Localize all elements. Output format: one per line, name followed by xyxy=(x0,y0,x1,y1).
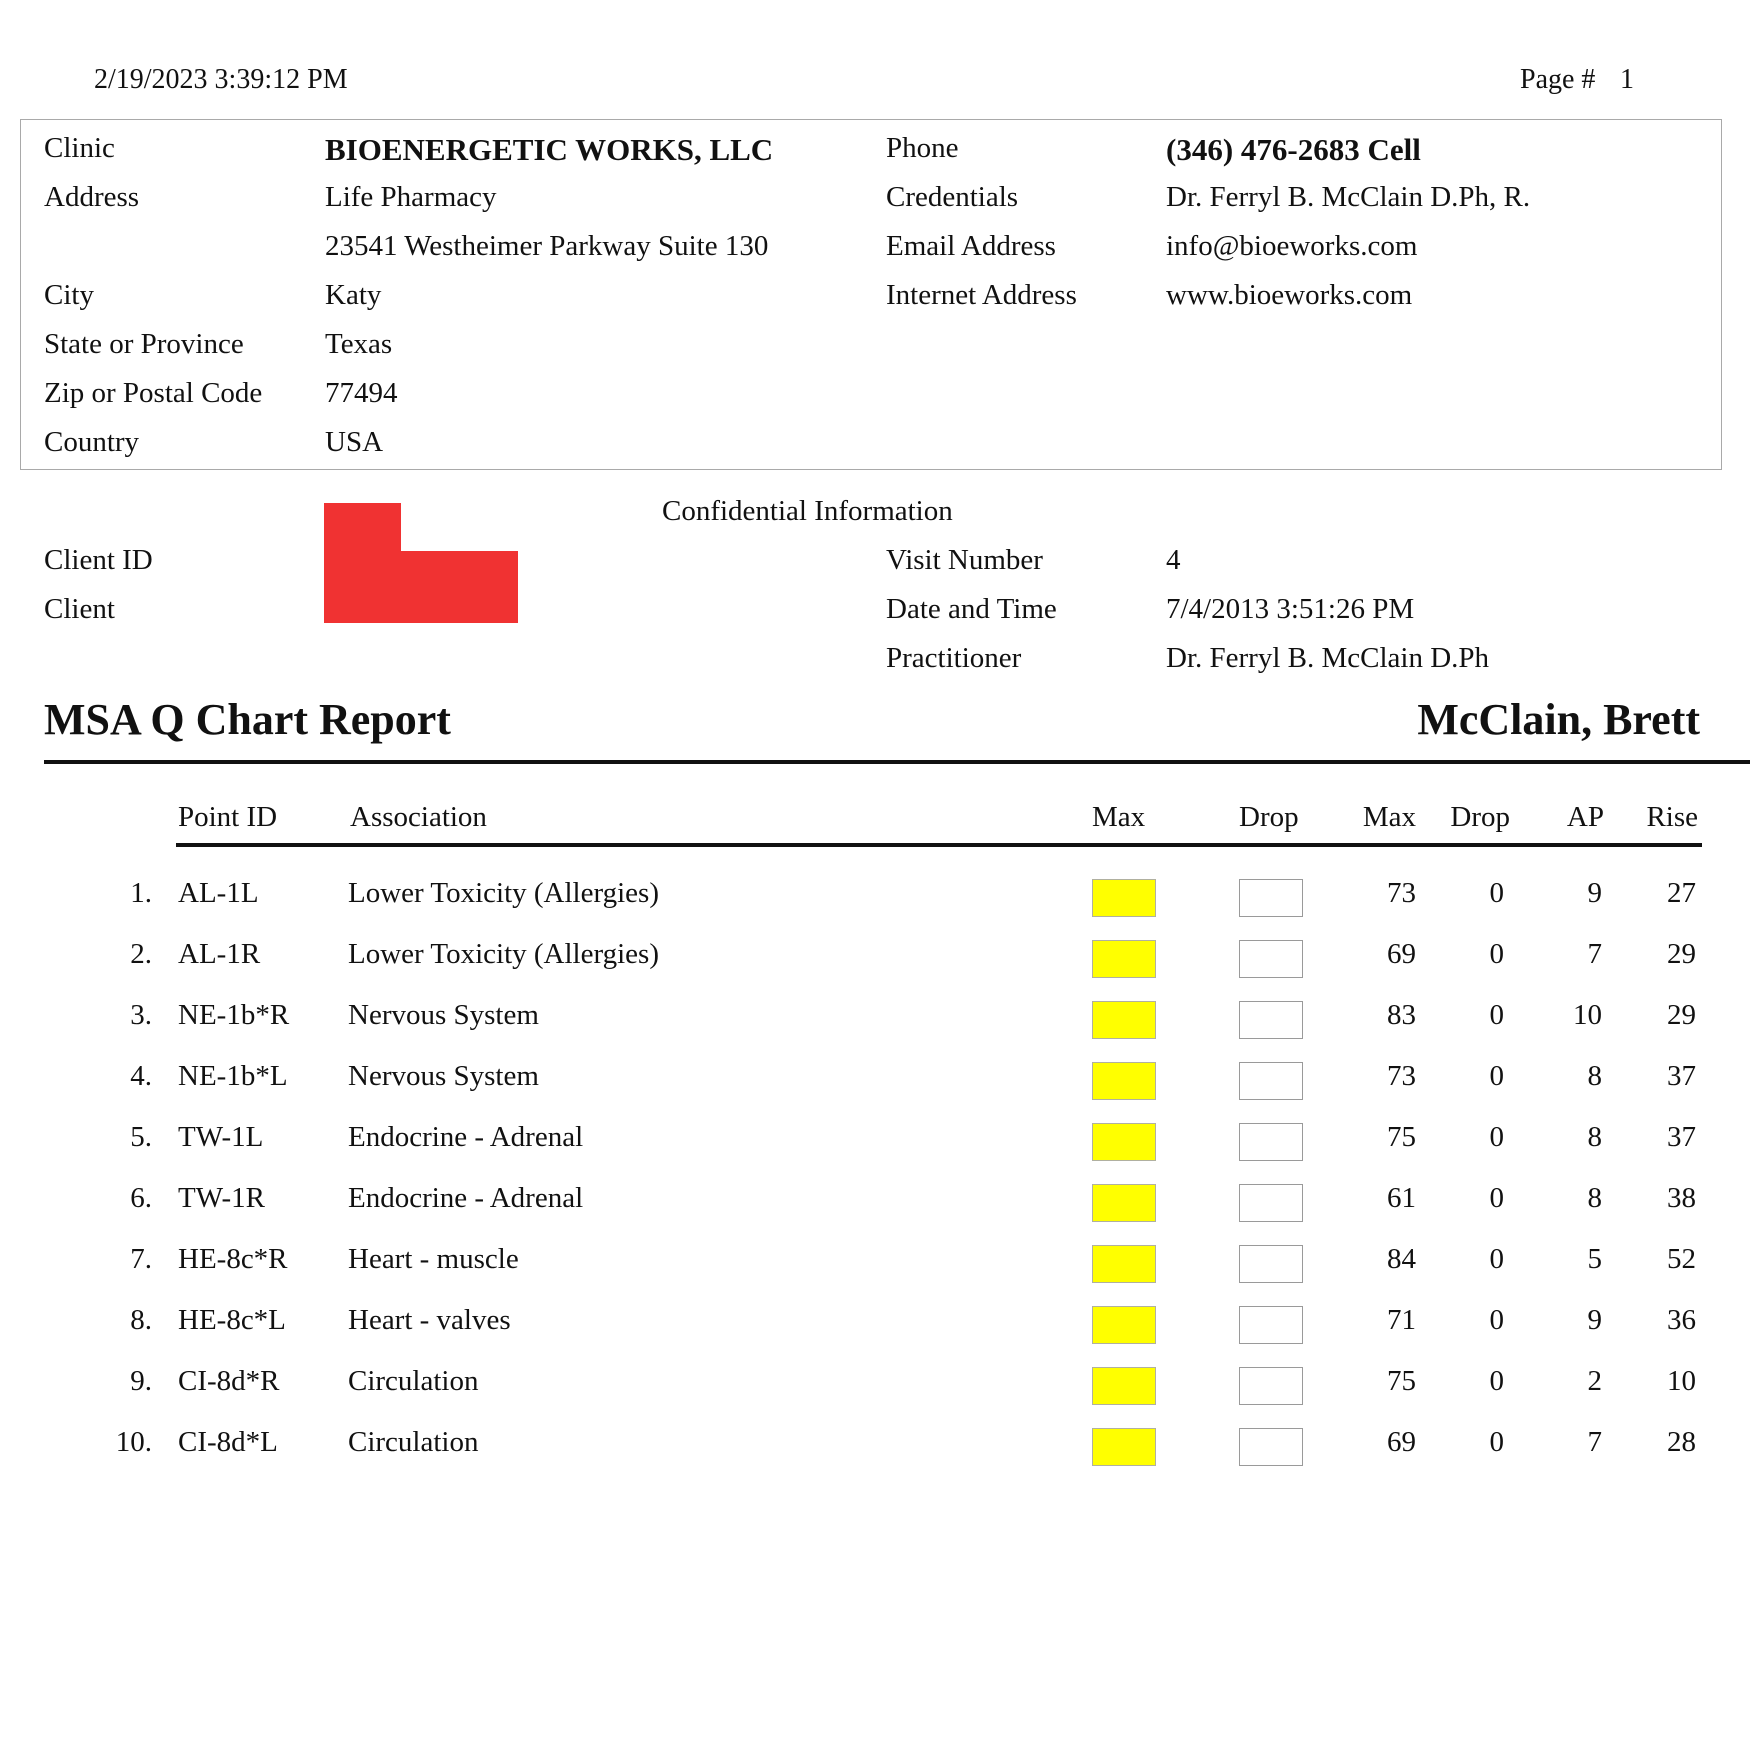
city-value: Katy xyxy=(325,279,382,311)
row-number: 3. xyxy=(130,999,152,1031)
country-label: Country xyxy=(44,426,140,458)
max-indicator-box xyxy=(1092,1245,1156,1283)
email-value: info@bioeworks.com xyxy=(1166,230,1418,262)
phone-label: Phone xyxy=(886,132,959,164)
drop-indicator-box xyxy=(1239,1001,1303,1039)
header-max-box: Max xyxy=(1092,801,1146,833)
max-indicator-box xyxy=(1092,1123,1156,1161)
row-number: 6. xyxy=(130,1182,152,1214)
point-id: CI-8d*L xyxy=(178,1426,278,1458)
association: Lower Toxicity (Allergies) xyxy=(348,938,659,970)
state-value: Texas xyxy=(325,328,393,360)
rise-value: 28 xyxy=(1667,1426,1696,1458)
header-ap: AP xyxy=(1566,801,1604,833)
rise-value: 27 xyxy=(1667,877,1696,909)
association: Nervous System xyxy=(348,1060,539,1092)
header-drop: Drop xyxy=(1450,801,1510,833)
header-rise: Rise xyxy=(1646,801,1698,833)
drop-indicator-box xyxy=(1239,1306,1303,1344)
association: Lower Toxicity (Allergies) xyxy=(348,877,659,909)
drop-value: 0 xyxy=(1489,938,1504,970)
credentials-label: Credentials xyxy=(886,181,1019,213)
max-indicator-box xyxy=(1092,1184,1156,1222)
max-value: 84 xyxy=(1387,1243,1416,1275)
ap-value: 7 xyxy=(1587,1426,1602,1458)
point-id: HE-8c*R xyxy=(178,1243,288,1275)
max-value: 71 xyxy=(1387,1304,1416,1336)
practitioner-value: Dr. Ferryl B. McClain D.Ph xyxy=(1166,642,1490,674)
association: Heart - valves xyxy=(348,1304,511,1336)
credentials-value: Dr. Ferryl B. McClain D.Ph, R. xyxy=(1166,181,1531,213)
rise-value: 52 xyxy=(1667,1243,1696,1275)
header-divider xyxy=(176,843,1702,847)
rise-value: 36 xyxy=(1667,1304,1696,1336)
row-number: 4. xyxy=(130,1060,152,1092)
point-id: CI-8d*R xyxy=(178,1365,280,1397)
max-indicator-box xyxy=(1092,1062,1156,1100)
redaction-block xyxy=(324,551,518,623)
table-row xyxy=(0,877,1760,938)
max-indicator-box xyxy=(1092,1428,1156,1466)
ap-value: 5 xyxy=(1587,1243,1602,1275)
point-id: NE-1b*R xyxy=(178,999,290,1031)
drop-indicator-box xyxy=(1239,1245,1303,1283)
address-line2: 23541 Westheimer Parkway Suite 130 xyxy=(325,230,769,262)
rise-value: 29 xyxy=(1667,938,1696,970)
rise-value: 29 xyxy=(1667,999,1696,1031)
report-title: MSA Q Chart Report xyxy=(44,695,451,744)
max-indicator-box xyxy=(1092,1367,1156,1405)
max-value: 69 xyxy=(1387,1426,1416,1458)
city-label: City xyxy=(44,279,94,311)
internet-value: www.bioeworks.com xyxy=(1166,279,1413,311)
row-number: 1. xyxy=(130,877,152,909)
max-indicator-box xyxy=(1092,940,1156,978)
max-indicator-box xyxy=(1092,1306,1156,1344)
table-row xyxy=(0,1365,1760,1426)
point-id: HE-8c*L xyxy=(178,1304,286,1336)
ap-value: 8 xyxy=(1587,1060,1602,1092)
drop-value: 0 xyxy=(1489,1121,1504,1153)
zip-label: Zip or Postal Code xyxy=(44,377,263,409)
table-row xyxy=(0,1243,1760,1304)
zip-value: 77494 xyxy=(325,377,398,409)
country-value: USA xyxy=(325,426,384,458)
table-row xyxy=(0,999,1760,1060)
drop-value: 0 xyxy=(1489,1304,1504,1336)
point-id: TW-1R xyxy=(178,1182,265,1214)
client-label: Client xyxy=(44,593,115,625)
drop-indicator-box xyxy=(1239,879,1303,917)
max-value: 73 xyxy=(1387,877,1416,909)
row-number: 5. xyxy=(130,1121,152,1153)
max-value: 69 xyxy=(1387,938,1416,970)
title-divider xyxy=(44,760,1750,764)
point-id: TW-1L xyxy=(178,1121,264,1153)
table-row xyxy=(0,1060,1760,1121)
drop-value: 0 xyxy=(1489,1243,1504,1275)
association: Endocrine - Adrenal xyxy=(348,1121,584,1153)
rise-value: 10 xyxy=(1667,1365,1696,1397)
phone-value: (346) 476-2683 Cell xyxy=(1166,132,1421,167)
drop-indicator-box xyxy=(1239,1123,1303,1161)
max-value: 83 xyxy=(1387,999,1416,1031)
association: Heart - muscle xyxy=(348,1243,519,1275)
association: Endocrine - Adrenal xyxy=(348,1182,584,1214)
date-time-value: 7/4/2013 3:51:26 PM xyxy=(1166,593,1415,625)
page-label: Page # xyxy=(1520,64,1596,95)
association: Nervous System xyxy=(348,999,539,1031)
clinic-name: BIOENERGETIC WORKS, LLC xyxy=(325,132,774,167)
drop-indicator-box xyxy=(1239,1428,1303,1466)
address-line1: Life Pharmacy xyxy=(325,181,497,213)
ap-value: 8 xyxy=(1587,1182,1602,1214)
clinic-label: Clinic xyxy=(44,132,115,164)
visit-number-value: 4 xyxy=(1166,544,1181,576)
address-label: Address xyxy=(44,181,140,213)
point-id: AL-1L xyxy=(178,877,259,909)
client-id-label: Client ID xyxy=(44,544,153,576)
ap-value: 7 xyxy=(1587,938,1602,970)
clinic-info-box xyxy=(20,119,1722,470)
ap-value: 9 xyxy=(1587,1304,1602,1336)
drop-indicator-box xyxy=(1239,940,1303,978)
max-value: 75 xyxy=(1387,1365,1416,1397)
drop-indicator-box xyxy=(1239,1062,1303,1100)
practitioner-label: Practitioner xyxy=(886,642,1022,674)
drop-indicator-box xyxy=(1239,1184,1303,1222)
header-drop-box: Drop xyxy=(1239,801,1299,833)
ap-value: 2 xyxy=(1587,1365,1602,1397)
ap-value: 8 xyxy=(1587,1121,1602,1153)
email-label: Email Address xyxy=(886,230,1056,262)
table-row xyxy=(0,1182,1760,1243)
drop-value: 0 xyxy=(1489,1365,1504,1397)
rise-value: 38 xyxy=(1667,1182,1696,1214)
header-max: Max xyxy=(1362,801,1416,833)
drop-value: 0 xyxy=(1489,1060,1504,1092)
ap-value: 9 xyxy=(1587,877,1602,909)
state-label: State or Province xyxy=(44,328,244,360)
rise-value: 37 xyxy=(1667,1060,1696,1092)
confidential-heading: Confidential Information xyxy=(662,495,953,527)
row-number: 8. xyxy=(130,1304,152,1336)
table-row xyxy=(0,938,1760,999)
max-indicator-box xyxy=(1092,1001,1156,1039)
page-number: 1 xyxy=(1620,64,1634,95)
row-number: 9. xyxy=(130,1365,152,1397)
table-row xyxy=(0,1304,1760,1365)
header-point-id: Point ID xyxy=(178,801,278,833)
row-number: 10. xyxy=(115,1426,152,1458)
drop-value: 0 xyxy=(1489,1426,1504,1458)
max-value: 73 xyxy=(1387,1060,1416,1092)
table-row xyxy=(0,1426,1760,1487)
table-row xyxy=(0,1121,1760,1182)
association: Circulation xyxy=(348,1365,479,1397)
drop-value: 0 xyxy=(1489,999,1504,1031)
date-time-label: Date and Time xyxy=(886,593,1057,625)
association: Circulation xyxy=(348,1426,479,1458)
row-number: 7. xyxy=(130,1243,152,1275)
internet-label: Internet Address xyxy=(886,279,1077,311)
rise-value: 37 xyxy=(1667,1121,1696,1153)
client-name: McClain, Brett xyxy=(1417,695,1700,744)
drop-indicator-box xyxy=(1239,1367,1303,1405)
point-id: NE-1b*L xyxy=(178,1060,288,1092)
row-number: 2. xyxy=(130,938,152,970)
print-datetime: 2/19/2023 3:39:12 PM xyxy=(94,64,348,95)
drop-value: 0 xyxy=(1489,1182,1504,1214)
ap-value: 10 xyxy=(1573,999,1602,1031)
max-indicator-box xyxy=(1092,879,1156,917)
header-association: Association xyxy=(350,801,487,833)
max-value: 61 xyxy=(1387,1182,1416,1214)
point-id: AL-1R xyxy=(178,938,261,970)
max-value: 75 xyxy=(1387,1121,1416,1153)
drop-value: 0 xyxy=(1489,877,1504,909)
visit-number-label: Visit Number xyxy=(886,544,1043,576)
